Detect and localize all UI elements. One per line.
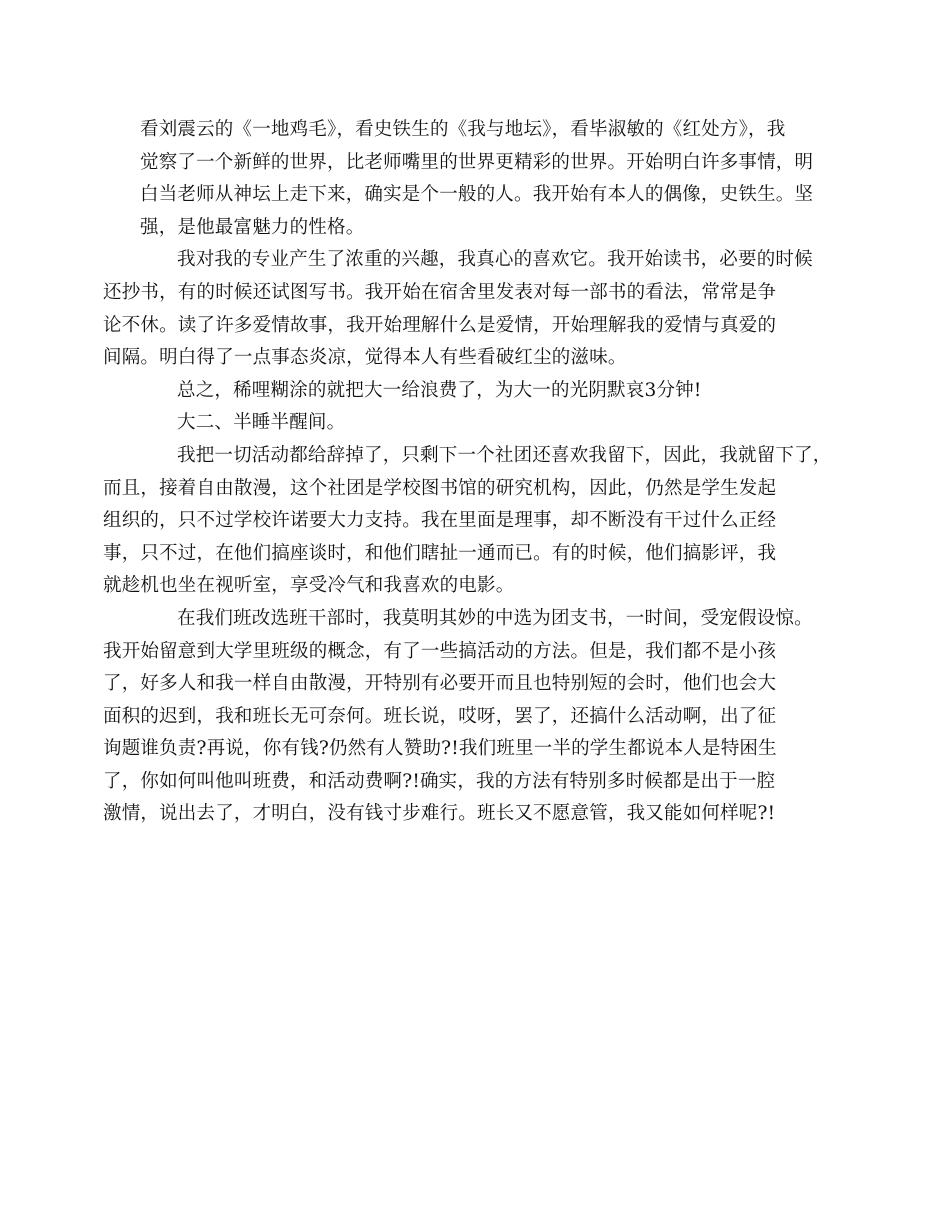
text-line: 而且，接着自由散漫，这个社团是学校图书馆的研究机构，因此，仍然是学生发起 xyxy=(103,477,777,499)
text-line: 了，你如何叫他叫班费，和活动费啊?!确实，我的方法有特别多时候都是出于一腔 xyxy=(103,770,776,792)
text-line: 就趁机也坐在视听室，享受冷气和我喜欢的电影。 xyxy=(103,575,515,597)
text-line: 询题谁负责?再说，你有钱?仍然有人赞助?!我们班里一半的学生都说本人是特困生 xyxy=(103,738,777,760)
text-line: 事，只不过，在他们搞座谈时，和他们瞎扯一通而已。有的时候，他们搞影评，我 xyxy=(103,542,777,564)
paragraph-2 xyxy=(103,244,820,374)
paragraph-3 xyxy=(140,375,820,408)
text-line: 间隔。明白得了一点事态炎凉，觉得本人有些看破红尘的滋味。 xyxy=(103,347,627,369)
document-body xyxy=(103,114,832,831)
text-line: 论不休。读了许多爱情故事，我开始理解什么是爱情，开始理解我的爱情与真爱的 xyxy=(103,314,777,336)
text-line: 我把一切活动都给辞掉了，只剩下一个社团还喜欢我留下，因此，我就留下了， xyxy=(177,444,832,466)
text-line: 组织的，只不过学校许诺要大力支持。我在里面是理事，却不断没有干过什么正经 xyxy=(103,510,777,532)
text-line: 我开始留意到大学里班级的概念，有了一些搞活动的方法。但是，我们都不是小孩 xyxy=(103,640,777,662)
text-line: 大二、半睡半醒间。 xyxy=(177,412,346,434)
text-line: 还抄书，有的时候还试图写书。我开始在宿舍里发表对每一部书的看法，常常是争 xyxy=(103,281,777,303)
text-line: 看刘震云的《一地鸡毛》，看史铁生的《我与地坛》，看毕淑敏的《红处方》，我 xyxy=(140,119,786,140)
text-line: 激情，说出去了，才明白，没有钱寸步难行。班长又不愿意管，我又能如何样呢?! xyxy=(103,803,776,825)
text-line: 我对我的专业产生了浓重的兴趣，我真心的喜欢它。我开始读书，必要的时候 xyxy=(177,249,813,271)
text-line: 在我们班改选班干部时，我莫明其妙的中选为团支书，一时间，受宠假设惊。 xyxy=(177,607,813,629)
paragraph-4 xyxy=(103,440,832,603)
text-line: 白当老师从神坛上走下来，确实是个一般的人。我开始有本人的偶像，史铁生。坚 xyxy=(140,184,814,206)
paragraph-5 xyxy=(103,603,820,831)
text-line: 了，好多人和我一样自由散漫，开特别有必要开而且也特别短的会时，他们也会大 xyxy=(103,673,777,695)
text-line: 强，是他最富魅力的性格。 xyxy=(140,216,365,238)
text-line: 总之，稀哩糊涂的就把大一给浪费了，为大一的光阴默哀3分钟! xyxy=(177,379,702,401)
text-line: 觉察了一个新鲜的世界，比老师嘴里的世界更精彩的世界。开始明白许多事情，明 xyxy=(140,151,814,173)
text-line: 面积的迟到，我和班长无可奈何。班长说，哎呀，罢了，还搞什么活动啊，出了征 xyxy=(103,705,777,727)
paragraph-1 xyxy=(140,114,820,244)
section-heading xyxy=(140,407,820,440)
